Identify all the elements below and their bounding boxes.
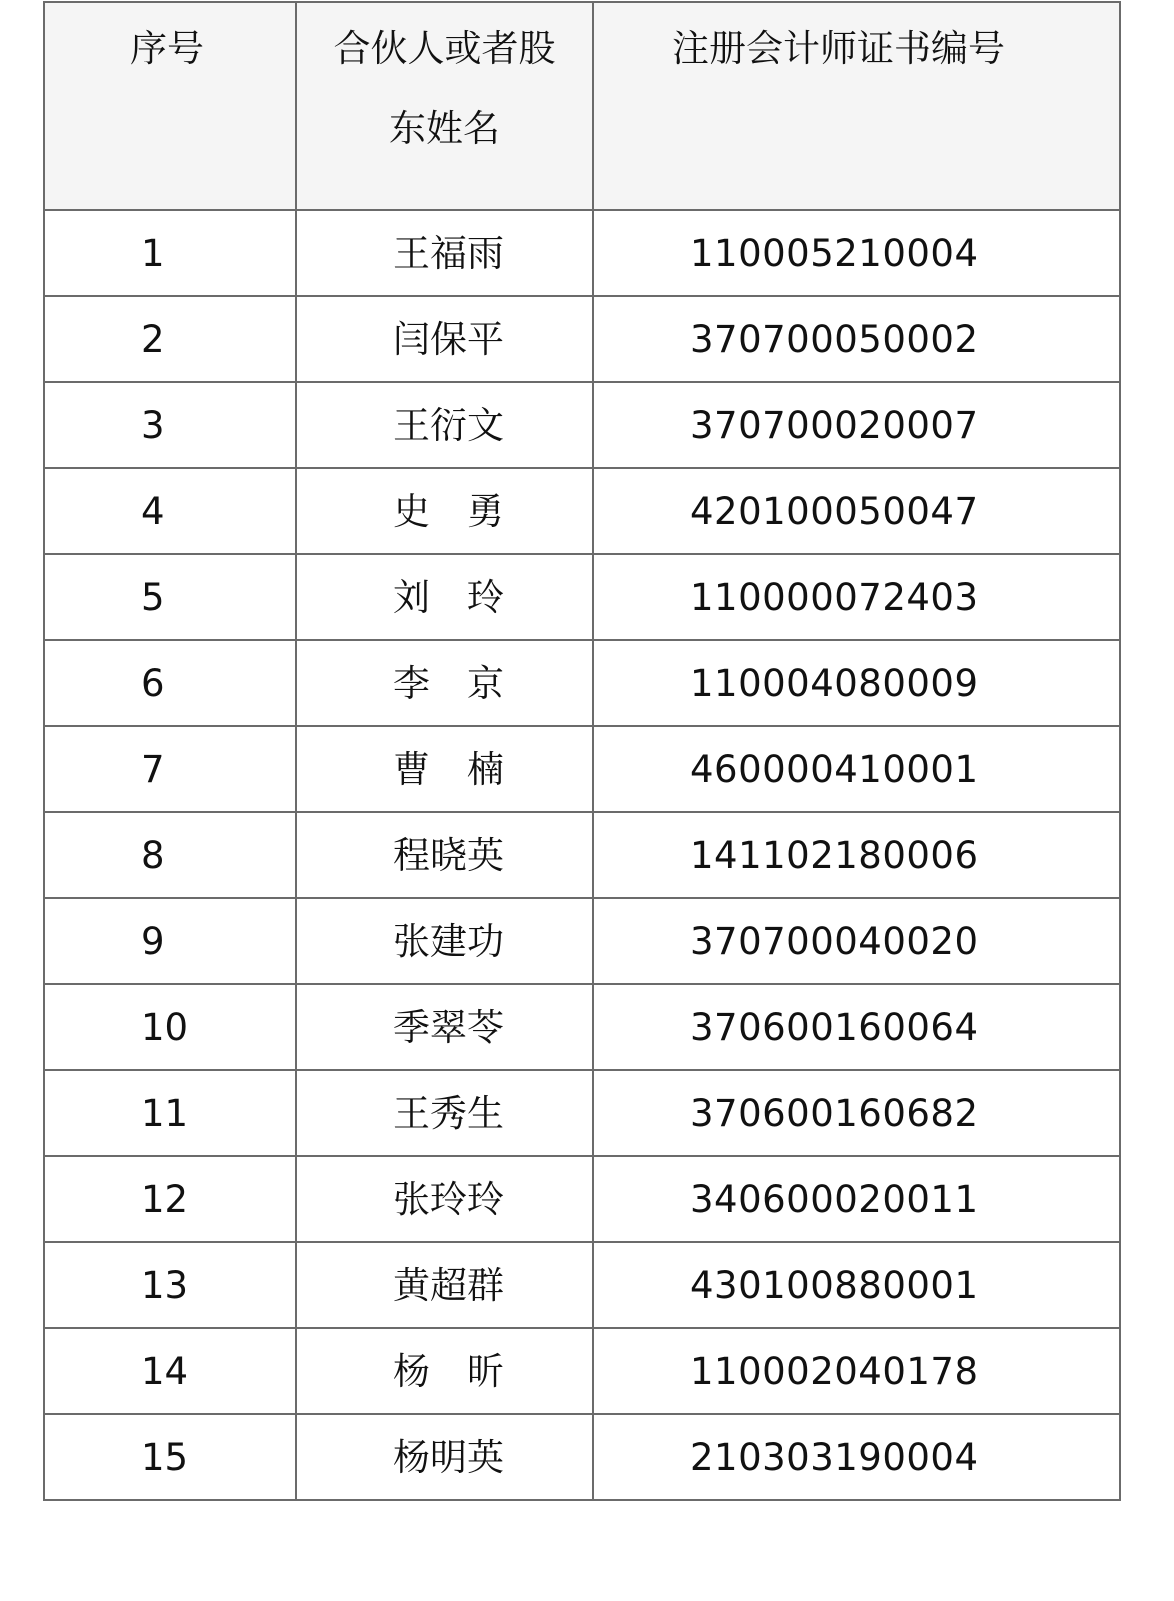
name-cell: 王衍文 xyxy=(296,382,593,468)
cert-cell: 430100880001 xyxy=(593,1242,1120,1328)
seq-cell: 11 xyxy=(44,1070,296,1156)
name-cell: 史 勇 xyxy=(296,468,593,554)
cert-cell: 141102180006 xyxy=(593,812,1120,898)
cert-cell: 110002040178 xyxy=(593,1328,1120,1414)
table-row xyxy=(44,640,1120,726)
table-row xyxy=(44,1070,1120,1156)
table-row xyxy=(44,296,1120,382)
name-cell: 黄超群 xyxy=(296,1242,593,1328)
table-row xyxy=(44,1328,1120,1414)
name-cell: 杨 昕 xyxy=(296,1328,593,1414)
table-row xyxy=(44,468,1120,554)
table-row xyxy=(44,554,1120,640)
seq-cell: 12 xyxy=(44,1156,296,1242)
seq-cell: 9 xyxy=(44,898,296,984)
seq-cell: 8 xyxy=(44,812,296,898)
header-cert-number: 注册会计师证书编号 xyxy=(593,2,1120,210)
cert-cell: 110000072403 xyxy=(593,554,1120,640)
cert-cell: 370600160682 xyxy=(593,1070,1120,1156)
name-cell: 王福雨 xyxy=(296,210,593,296)
table-header xyxy=(44,2,1120,210)
seq-cell: 1 xyxy=(44,210,296,296)
table-row xyxy=(44,984,1120,1070)
seq-cell: 3 xyxy=(44,382,296,468)
name-cell: 李 京 xyxy=(296,640,593,726)
name-cell: 程晓英 xyxy=(296,812,593,898)
seq-cell: 15 xyxy=(44,1414,296,1500)
seq-cell: 6 xyxy=(44,640,296,726)
seq-cell: 2 xyxy=(44,296,296,382)
seq-cell: 4 xyxy=(44,468,296,554)
cert-cell: 340600020011 xyxy=(593,1156,1120,1242)
name-cell: 杨明英 xyxy=(296,1414,593,1500)
name-cell: 张玲玲 xyxy=(296,1156,593,1242)
name-cell: 季翠苓 xyxy=(296,984,593,1070)
cert-cell: 110004080009 xyxy=(593,640,1120,726)
table-row xyxy=(44,210,1120,296)
name-cell: 曹 楠 xyxy=(296,726,593,812)
table-row xyxy=(44,1156,1120,1242)
cert-cell: 110005210004 xyxy=(593,210,1120,296)
table-row xyxy=(44,726,1120,812)
cert-cell: 420100050047 xyxy=(593,468,1120,554)
table-body xyxy=(44,210,1120,1500)
name-cell: 王秀生 xyxy=(296,1070,593,1156)
table-row xyxy=(44,382,1120,468)
header-partner-name: 合伙人或者股东姓名 xyxy=(296,2,593,210)
cert-cell: 370700020007 xyxy=(593,382,1120,468)
table-row xyxy=(44,1414,1120,1500)
seq-cell: 7 xyxy=(44,726,296,812)
cert-cell: 370700050002 xyxy=(593,296,1120,382)
name-cell: 张建功 xyxy=(296,898,593,984)
table-row xyxy=(44,1242,1120,1328)
cert-cell: 460000410001 xyxy=(593,726,1120,812)
seq-cell: 13 xyxy=(44,1242,296,1328)
seq-cell: 14 xyxy=(44,1328,296,1414)
seq-cell: 10 xyxy=(44,984,296,1070)
cert-cell: 210303190004 xyxy=(593,1414,1120,1500)
table-row xyxy=(44,898,1120,984)
name-cell: 刘 玲 xyxy=(296,554,593,640)
seq-cell: 5 xyxy=(44,554,296,640)
header-seq: 序号 xyxy=(44,2,296,210)
header-row xyxy=(44,2,1120,210)
cert-cell: 370700040020 xyxy=(593,898,1120,984)
cert-cell: 370600160064 xyxy=(593,984,1120,1070)
name-cell: 闫保平 xyxy=(296,296,593,382)
partners-table xyxy=(43,1,1121,1501)
table-row xyxy=(44,812,1120,898)
